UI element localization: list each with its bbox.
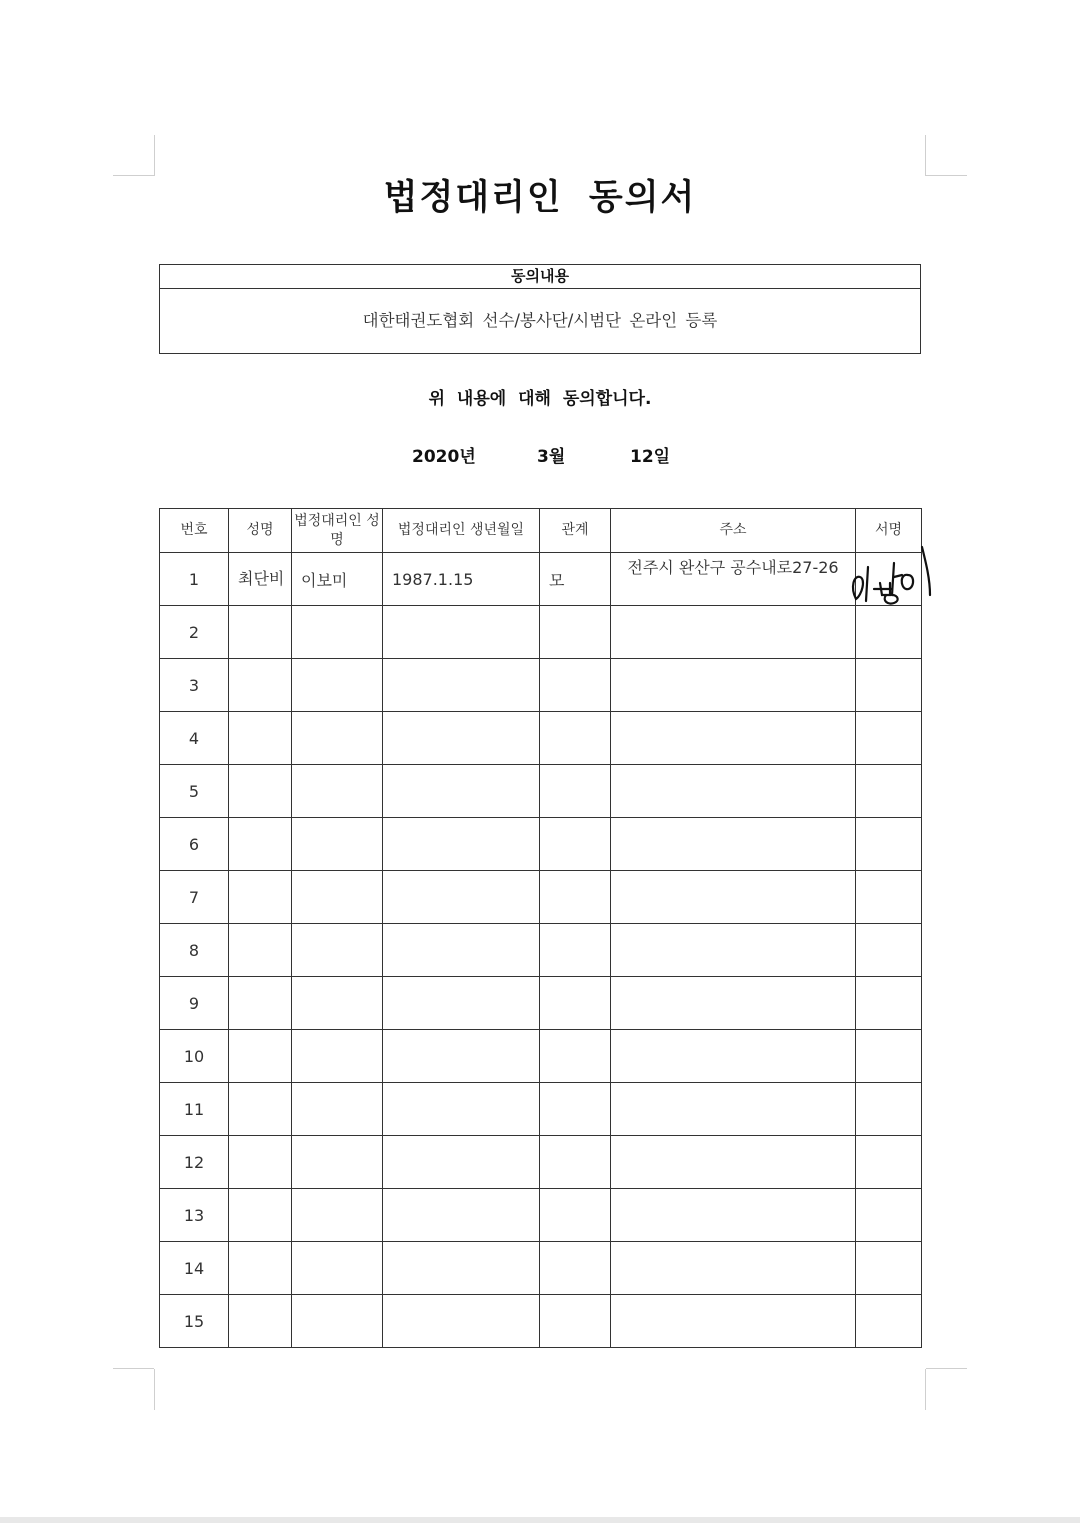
crop-mark: [113, 1368, 154, 1369]
guardian-table: [159, 508, 922, 1348]
signature-cell: [856, 1295, 922, 1348]
student-name-cell: [229, 606, 292, 659]
row-number-cell: 9: [160, 977, 229, 1030]
row-number-cell: 6: [160, 818, 229, 871]
header-number: 번호: [160, 509, 229, 553]
relation-cell: [540, 659, 611, 712]
guardian-birthdate-cell: [383, 1030, 540, 1083]
table-row: [160, 712, 922, 765]
relation-cell: 모: [540, 553, 611, 606]
signature-cell: [856, 1083, 922, 1136]
address-cell: [611, 765, 856, 818]
relation-cell: [540, 1136, 611, 1189]
date-day: 12일: [630, 447, 671, 467]
header-signature: 서명: [856, 509, 922, 553]
relation-cell: [540, 1242, 611, 1295]
row-number-cell: 2: [160, 606, 229, 659]
signature-cell: [856, 765, 922, 818]
guardian-birthdate-cell: [383, 606, 540, 659]
row-number-cell: 1: [160, 553, 229, 606]
consent-box: [159, 264, 921, 354]
row-number-cell: 7: [160, 871, 229, 924]
bottom-bar: [0, 1517, 1080, 1523]
student-name-cell: [229, 924, 292, 977]
student-name-cell: [229, 1242, 292, 1295]
relation-cell: [540, 871, 611, 924]
guardian-name-cell: [292, 1136, 383, 1189]
address-cell: [611, 712, 856, 765]
table-row: [160, 1295, 922, 1348]
relation-cell: [540, 765, 611, 818]
table-row: [160, 977, 922, 1030]
relation-cell: [540, 818, 611, 871]
guardian-birthdate-cell: [383, 871, 540, 924]
address-cell: [611, 1136, 856, 1189]
consent-content: 대한태권도협회 선수/봉사단/시범단 온라인 등록: [362, 311, 718, 330]
student-name-cell: [229, 1136, 292, 1189]
relation-cell: [540, 977, 611, 1030]
guardian-birthdate-cell: [383, 1136, 540, 1189]
relation-cell: [540, 1189, 611, 1242]
header-relation: 관계: [540, 509, 611, 553]
signature-stroke: [922, 547, 930, 595]
signature-stroke: [892, 563, 894, 595]
guardian-name-cell: 이보미: [292, 553, 383, 606]
crop-mark: [925, 1369, 926, 1410]
guardian-birthdate-cell: [383, 1083, 540, 1136]
guardian-name-cell: [292, 1295, 383, 1348]
row-number-cell: 15: [160, 1295, 229, 1348]
table-row: [160, 659, 922, 712]
signature-cell: [856, 712, 922, 765]
row-number-cell: 5: [160, 765, 229, 818]
address-cell: [611, 871, 856, 924]
student-name-cell: [229, 818, 292, 871]
guardian-name-cell: [292, 765, 383, 818]
address-cell: [611, 659, 856, 712]
guardian-birthdate-cell: [383, 818, 540, 871]
header-guardian-birth: 법정대리인 생년월일: [383, 509, 540, 553]
table-row: [160, 924, 922, 977]
document-title: 법정대리인 동의서: [383, 178, 697, 218]
student-name-cell: 최단비: [229, 553, 292, 606]
agreement-statement: 위 내용에 대해 동의합니다.: [428, 389, 652, 409]
address-cell: 전주시 완산구 공수내로27-26: [611, 553, 856, 606]
row-number-cell: 12: [160, 1136, 229, 1189]
guardian-birthdate-cell: [383, 1295, 540, 1348]
address-cell: [611, 1189, 856, 1242]
student-name-cell: [229, 977, 292, 1030]
relation-cell: [540, 1030, 611, 1083]
signature-cell: [856, 871, 922, 924]
signature-cell: [856, 924, 922, 977]
relation-cell: [540, 712, 611, 765]
table-row: [160, 1083, 922, 1136]
address-cell: [611, 924, 856, 977]
guardian-name-cell: [292, 659, 383, 712]
student-name-cell: [229, 659, 292, 712]
signature-stroke: [894, 575, 902, 577]
guardian-birthdate-cell: [383, 765, 540, 818]
table-row: [160, 1136, 922, 1189]
guardian-name-cell: [292, 977, 383, 1030]
row-number-cell: 4: [160, 712, 229, 765]
relation-cell: [540, 1295, 611, 1348]
address-cell: [611, 818, 856, 871]
guardian-birthdate-cell: 1987.1.15: [383, 553, 540, 606]
table-row: [160, 818, 922, 871]
header-guardian-name: 법정대리인 성명: [292, 509, 383, 553]
student-name-cell: [229, 765, 292, 818]
signature-cell: [856, 553, 922, 606]
guardian-name-cell: [292, 818, 383, 871]
address-cell: [611, 1030, 856, 1083]
relation-cell: [540, 606, 611, 659]
consent-header: 동의내용: [160, 265, 920, 289]
signature-stroke: [885, 595, 898, 604]
guardian-name-cell: [292, 871, 383, 924]
relation-cell: [540, 1083, 611, 1136]
signature-cell: [856, 1136, 922, 1189]
row-number-cell: 14: [160, 1242, 229, 1295]
signature-stroke: [902, 575, 913, 589]
guardian-name-cell: [292, 1083, 383, 1136]
student-name-cell: [229, 1295, 292, 1348]
row-number-cell: 10: [160, 1030, 229, 1083]
header-name: 성명: [229, 509, 292, 553]
guardian-name-cell: [292, 712, 383, 765]
handwritten-signature: [846, 539, 936, 619]
student-name-cell: [229, 871, 292, 924]
guardian-name-cell: [292, 924, 383, 977]
header-address: 주소: [611, 509, 856, 553]
table-header-row: [160, 509, 922, 553]
table-row: [160, 606, 922, 659]
table-row: [160, 1030, 922, 1083]
signature-stroke: [853, 577, 863, 599]
crop-mark: [926, 1368, 967, 1369]
address-cell: [611, 606, 856, 659]
guardian-birthdate-cell: [383, 977, 540, 1030]
guardian-birthdate-cell: [383, 924, 540, 977]
signature-stroke: [866, 567, 868, 601]
date-year: 2020년: [412, 447, 476, 467]
guardian-name-cell: [292, 1242, 383, 1295]
row-number-cell: 11: [160, 1083, 229, 1136]
table-row: [160, 871, 922, 924]
row-number-cell: 8: [160, 924, 229, 977]
row-number-cell: 3: [160, 659, 229, 712]
signature-cell: [856, 977, 922, 1030]
address-cell: [611, 1295, 856, 1348]
guardian-name-cell: [292, 1030, 383, 1083]
table-row: [160, 765, 922, 818]
guardian-birthdate-cell: [383, 1242, 540, 1295]
signature-cell: [856, 659, 922, 712]
table-row: [160, 1189, 922, 1242]
student-name-cell: [229, 1083, 292, 1136]
student-name-cell: [229, 712, 292, 765]
signature-cell: [856, 1189, 922, 1242]
address-cell: [611, 1242, 856, 1295]
row-number-cell: 13: [160, 1189, 229, 1242]
signature-cell: [856, 1242, 922, 1295]
table-row: [160, 553, 922, 606]
student-name-cell: [229, 1189, 292, 1242]
guardian-name-cell: [292, 1189, 383, 1242]
signature-cell: [856, 818, 922, 871]
guardian-birthdate-cell: [383, 1189, 540, 1242]
date-month: 3월: [537, 447, 566, 467]
guardian-birthdate-cell: [383, 712, 540, 765]
guardian-name-cell: [292, 606, 383, 659]
guardian-birthdate-cell: [383, 659, 540, 712]
student-name-cell: [229, 1030, 292, 1083]
relation-cell: [540, 924, 611, 977]
signature-cell: [856, 1030, 922, 1083]
address-cell: [611, 1083, 856, 1136]
crop-mark: [154, 1369, 155, 1410]
table-row: [160, 1242, 922, 1295]
address-cell: [611, 977, 856, 1030]
